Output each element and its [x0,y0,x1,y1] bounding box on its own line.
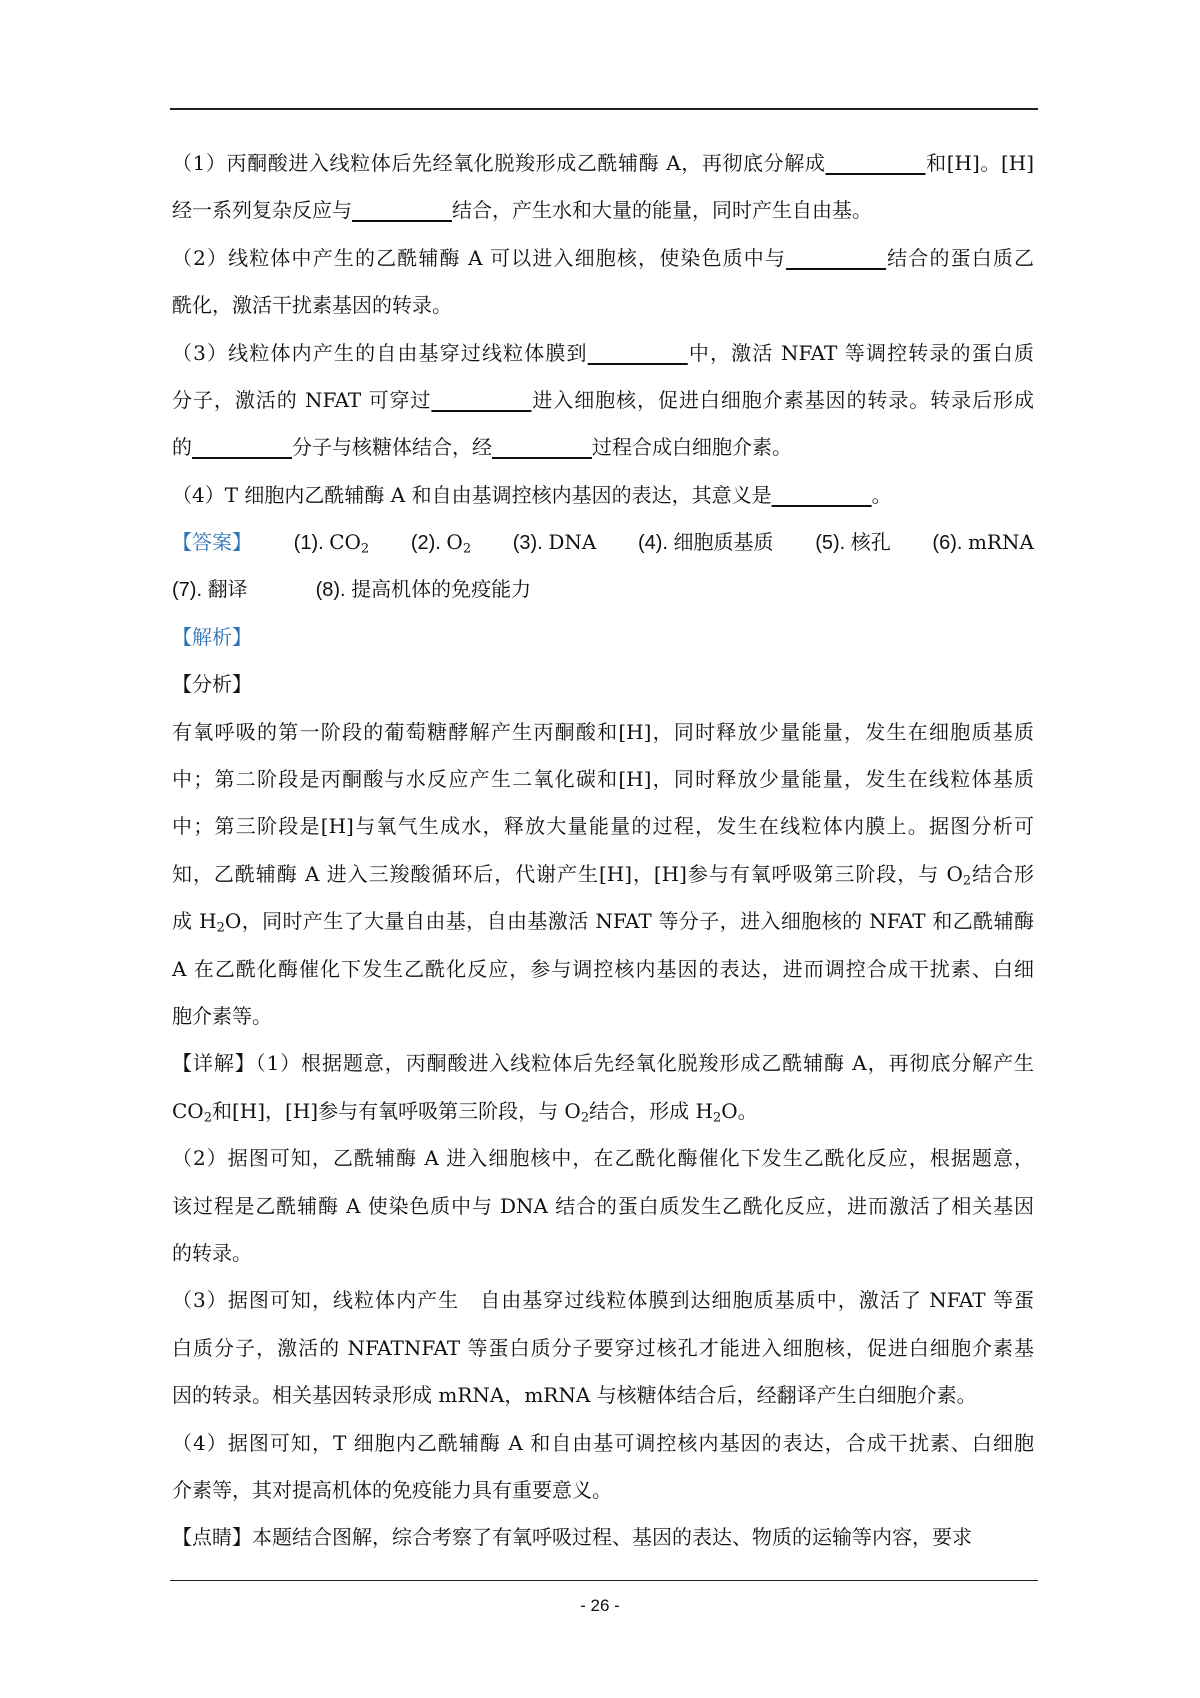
answer-line-1 [172,519,1034,566]
header-rule [170,108,1038,110]
question-3-line-1: （3）线粒体内产生的自由基穿过线粒体膜到__________中，激活 NFAT 等调控转录的蛋白质 [172,340,1034,365]
footer-rule [170,1580,1038,1581]
page-content [172,140,1034,1562]
answer-blank: __________ [192,435,292,460]
answer-blank: __________ [352,198,452,223]
question-2-line-2: 酰化，激活干扰素基因的转录。 [172,293,452,318]
detail-p2-line-1: （2）据图可知，乙酰辅酶 A 进入细胞核中，在乙酰化酶催化下发生乙酰化反应，根据题意， [172,1146,1034,1171]
answer-blank: __________ [492,435,592,460]
answer-blank: __________ [786,245,887,270]
answer-blank: __________ [771,482,872,507]
detail-p4-line-1: （4）据图可知，T 细胞内乙酰辅酶 A 和自由基可调控核内基因的表达，合成干扰素、白细胞 [172,1430,1034,1455]
analysis-line-6: A 在乙酰化酶催化下发生乙酰化反应，参与调控核内基因的表达，进而调控合成干扰素、白细 [172,956,1034,981]
answer-item-1: (1). $CO_2$ [293,530,370,557]
detail-p3-line-2: 白质分子，激活的 NFATNFAT 等蛋白质分子要穿过核孔才能进入细胞核，促进白细胞介素基 [172,1335,1034,1360]
jiexi-tag: 【解析】 [172,624,252,649]
answer-line-2 [172,567,1034,614]
detail-p3-line-3: 因的转录。相关基因转录形成 mRNA，mRNA 与核糖体结合后，经翻译产生白细胞介素。 [172,1383,977,1408]
analysis-line-5: 成 $H_2O$，同时产生了大量自由基，自由基激活 NFAT 等分子，进入细胞核的 NFAT 和乙酰辅酶 [172,909,1034,936]
detail-p3-line-1: （3）据图可知，线粒体内产生 自由基穿过线粒体膜到达细胞质基质中，激活了 NFAT 等蛋 [172,1288,1034,1313]
question-3-line-3: 的__________分子与核糖体结合，经__________过程合成白细胞介素。 [172,435,792,460]
question-4-line-1: （4）T 细胞内乙酰辅酶 A 和自由基调控核内基因的表达，其意义是__________。 [172,482,892,507]
answer-item-4: (4). 细胞质基质 [637,530,774,555]
detail-p4-line-2: 介素等，其对提高机体的免疫能力具有重要意义。 [172,1477,612,1502]
question-1-line-1: （1）丙酮酸进入线粒体后先经氧化脱羧形成乙酰辅酶 A，再彻底分解成__________和[H]。[H] [172,151,1034,175]
analysis-line-3: 中；第三阶段是[H]与氧气生成水，释放大量能量的过程，发生在线粒体内膜上。据图分析可 [172,814,1034,839]
comment-tag: 【点睛】 [172,1525,252,1550]
detail-tag: 【详解】 [172,1051,256,1076]
answer-item-8: (8). 提高机体的免疫能力 [315,578,532,601]
analysis-line-4: 知，乙酰辅酶 A 进入三羧酸循环后，代谢产生[H]，[H]参与有氧呼吸第三阶段，与 $O_2$结合形 [172,861,1035,889]
analysis-line-2: 中；第二阶段是丙酮酸与水反应产生二氧化碳和[H]，同时释放少量能量，发生在线粒体基质 [172,767,1034,792]
detail-p2-line-2: 该过程是乙酰辅酶 A 使染色质中与 DNA 结合的蛋白质发生乙酰化反应，进而激活了相关基因 [172,1193,1034,1218]
answer-item-6: (6). mRNA [932,530,1034,555]
question-3-line-2: 分子，激活的 NFAT 可穿过__________进入细胞核，促进白细胞介素基因的转录。转录后形成 [172,387,1035,412]
answer-blank: __________ [431,387,532,412]
answer-tag: 【答案】 [172,530,252,555]
detail-p2-line-3: 的转录。 [172,1240,252,1265]
comment-line: 【点睛】本题结合图解，综合考察了有氧呼吸过程、基因的表达、物质的运输等内容，要求 [172,1525,972,1550]
question-2-line-1: （2）线粒体中产生的乙酰辅酶 A 可以进入细胞核，使染色质中与__________结合的蛋白质乙 [172,245,1034,270]
page-number: - 26 - [580,1596,620,1615]
answer-blank: __________ [825,151,926,175]
answer-item-5: (5). 核孔 [815,530,891,555]
fenxi-tag: 【分析】 [172,672,252,697]
answer-blank: __________ [587,340,688,365]
answer-item-3: (3). DNA [512,530,597,555]
detail-p1-line-2: $CO_2$和[H]，[H]参与有氧呼吸第三阶段，与 $O_2$结合，形成 $H_2O$。 [172,1098,758,1126]
analysis-line-1: 有氧呼吸的第一阶段的葡萄糖酵解产生丙酮酸和[H]，同时释放少量能量，发生在细胞质基质 [172,719,1034,744]
question-1-line-2: 经一系列复杂反应与__________结合，产生水和大量的能量，同时产生自由基。 [172,198,872,223]
analysis-line-7: 胞介素等。 [172,1004,272,1029]
answer-item-2: (2). $O_2$ [410,530,472,557]
answer-item-7: (7). 翻译 [172,578,248,601]
detail-p1-line-1: 【详解】（1）根据题意，丙酮酸进入线粒体后先经氧化脱羧形成乙酰辅酶 A，再彻底分解产生 [172,1051,1035,1076]
